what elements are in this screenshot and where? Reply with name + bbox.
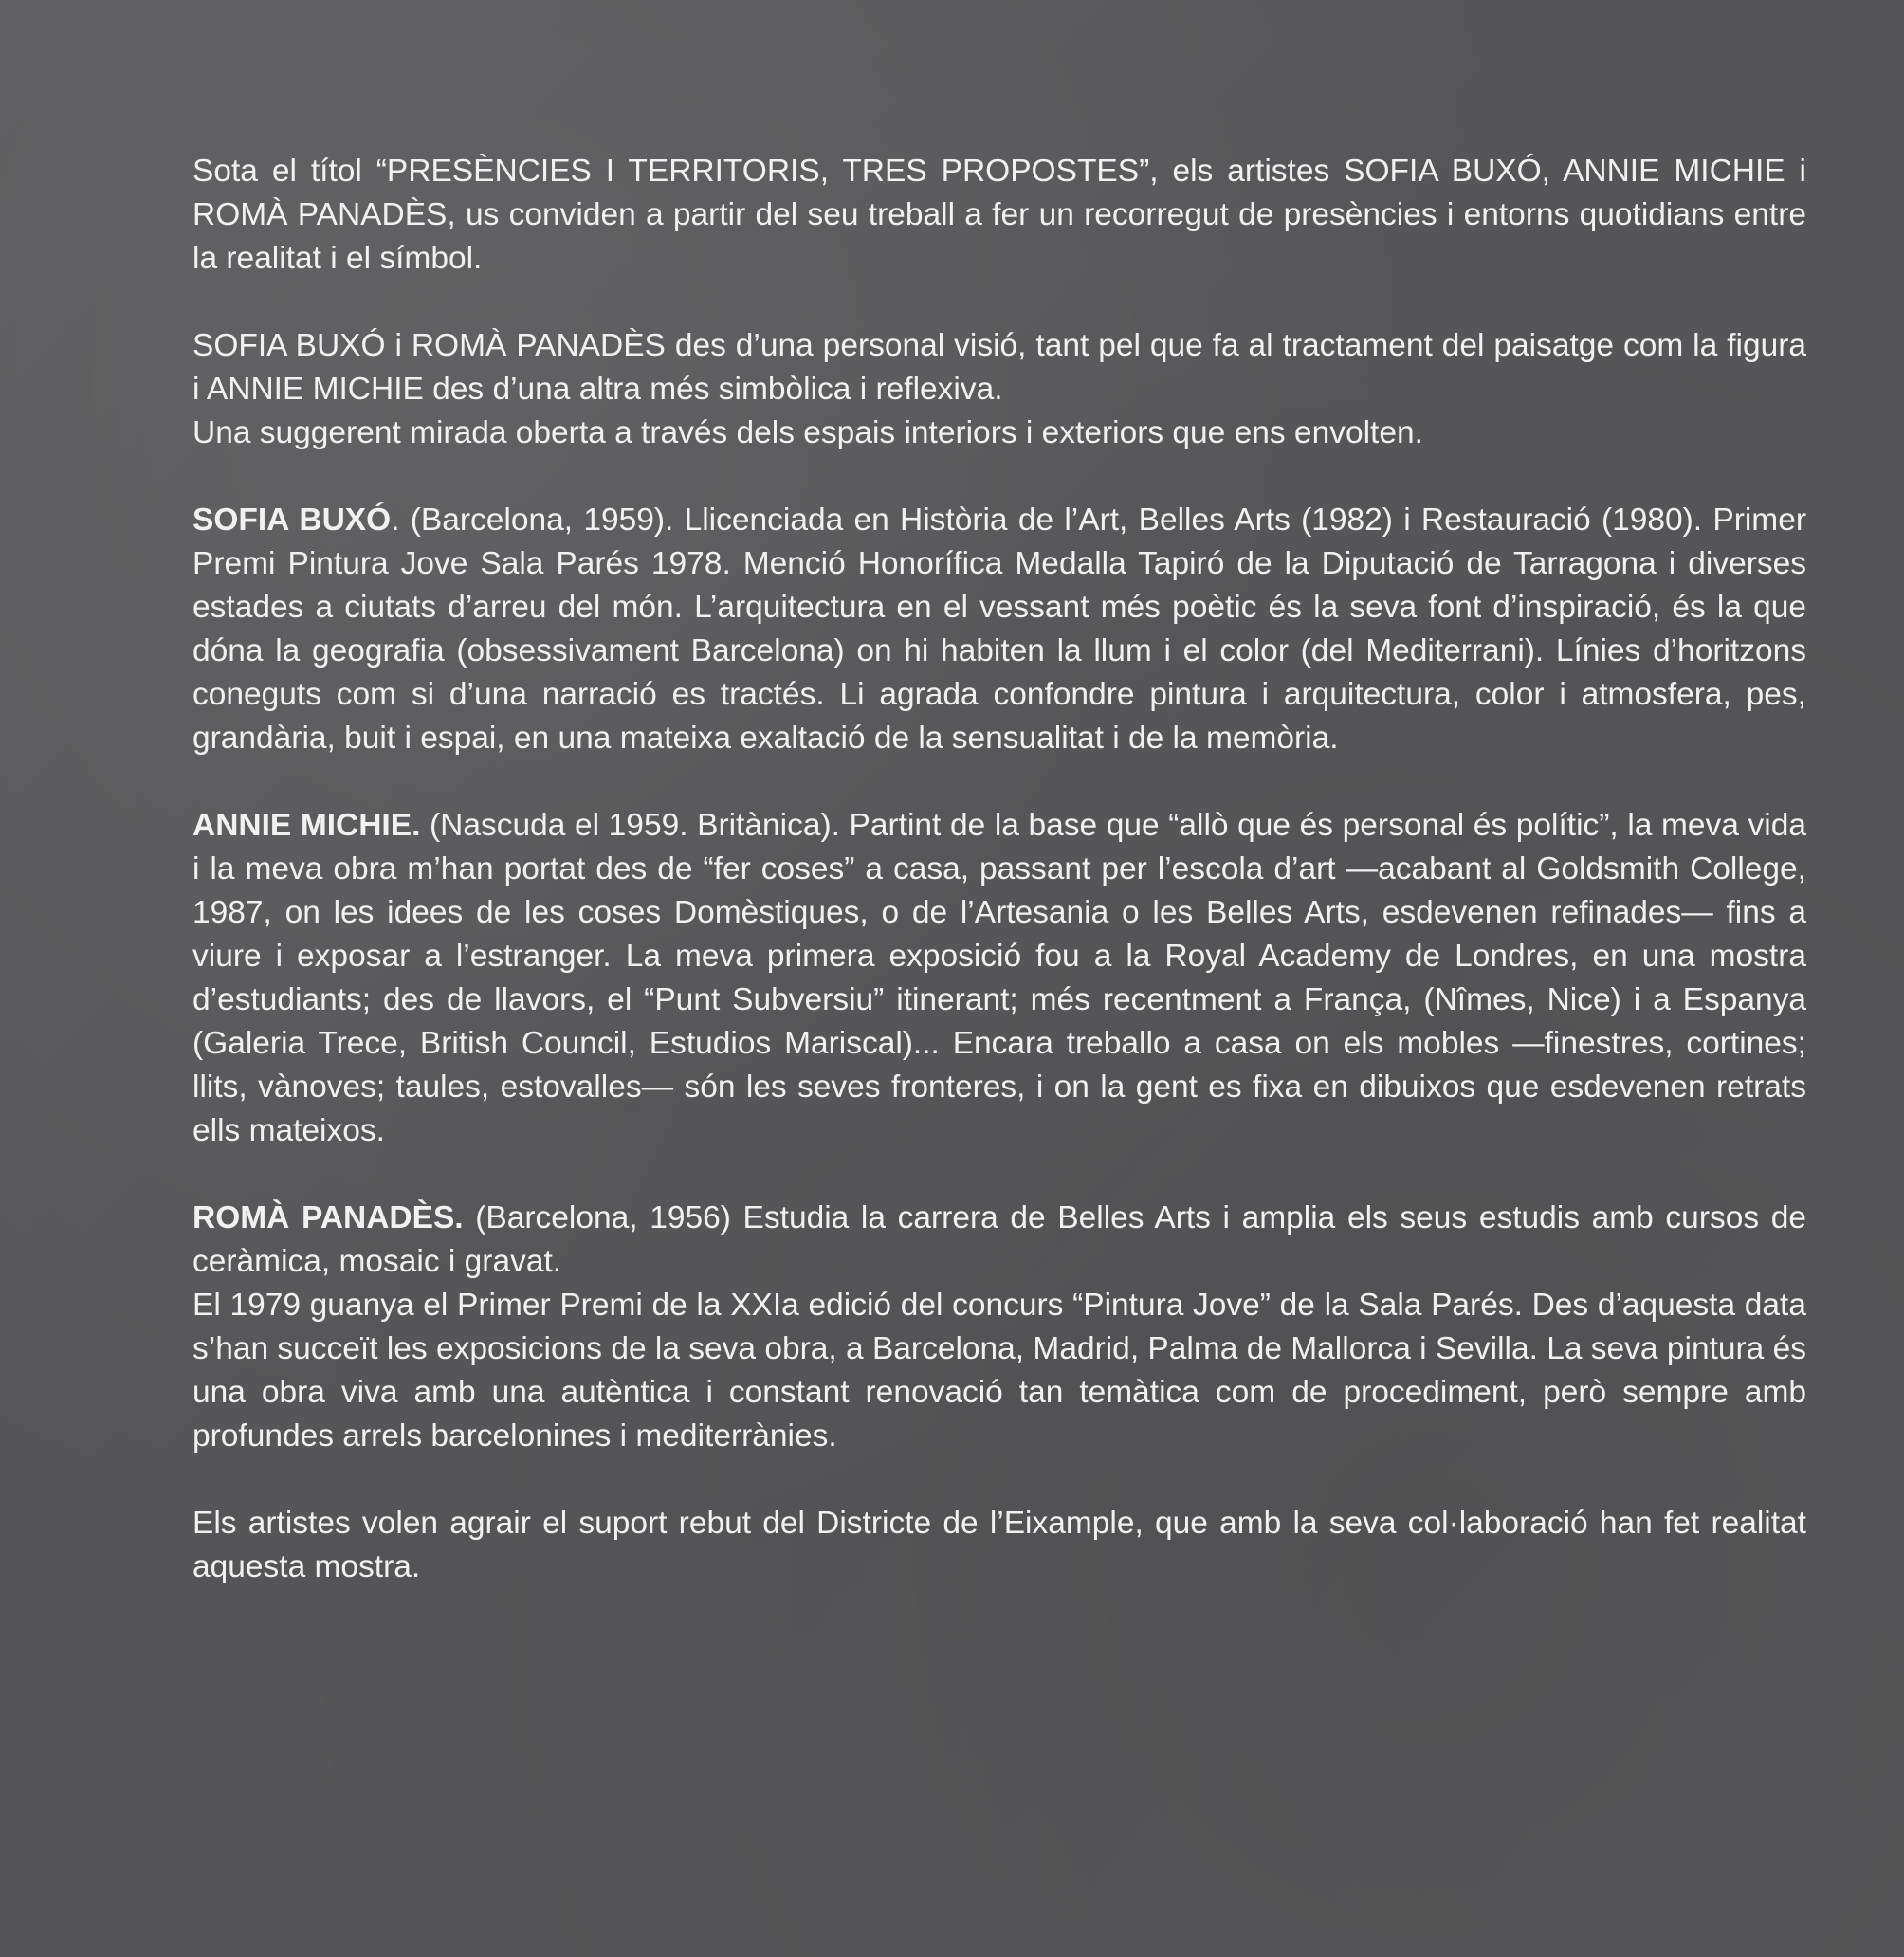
artist-name-annie-michie: ANNIE MICHIE. (192, 808, 421, 843)
acknowledgement-paragraph: Els artistes volen agrair el suport rebut del Districte de l’Eixample, que amb la seva col·laboració han fet realitat aquesta mostra. (192, 1506, 1806, 1584)
artist-bio-sofia-buxo (192, 499, 1806, 760)
artist-bio-roma-panades (192, 1197, 1806, 1284)
artist-bio-extra-roma-panades: El 1979 guanya el Primer Premi de la XXIa edició del concurs “Pintura Jove” de la Sala Parés. Des d’aquesta data s’han succeït les exposicions de la seva obra, a Barcelona, Madrid, Palma de Mallorca i Sevilla. La seva pintura és una obra viva amb una autèntica i constant renovació tan temàtica com de procediment, però sempre amb profundes arrels barcelonines i mediterrànies. (192, 1288, 1806, 1454)
invitation-paragraph: Una suggerent mirada oberta a través dels espais interiors i exteriors que ens envolten. (192, 415, 1423, 450)
artist-bio-text-annie-michie: (Nascuda el 1959. Britànica). Partint de la base que “allò que és personal és polític”, la meva vida i la meva obra m’han portat des de “fer coses” a casa, passant per l’escola d’art —acabant al Goldsmith College, 1987, on les idees de les coses Domèstiques, o de l’Artesania o les Belles Arts, esdevenen refinades— fins a viure i exposar a l’estranger. La meva primera exposició fou a la Royal Academy de Londres, en una mostra d’estudiants; des de llavors, el “Punt Subversiu” itinerant; més recentment a França, (Nîmes, Nice) i a Espanya (Galeria Trece, British Council, Estudios Mariscal)... Encara treballo a casa on els mobles —finestres, cortines; llits, vànoves; taules, estovalles— són les seves fronteres, i on la gent es fixa en dibuixos que esdevenen retrats ells mateixos. (192, 808, 1806, 1148)
artist-bio-text-roma-panades: (Barcelona, 1956) Estudia la carrera de Belles Arts i amplia els seus estudis amb cursos de ceràmica, mosaic i gravat. (192, 1200, 1807, 1279)
text-column (192, 150, 1806, 1589)
artist-name-sofia-buxo: SOFIA BUXÓ (192, 503, 392, 538)
vision-paragraph: SOFIA BUXÓ i ROMÀ PANADÈS des d’una personal visió, tant pel que fa al tractament del paisatge com la figura i ANNIE MICHIE des d’una altra més simbòlica i reflexiva. (192, 328, 1806, 407)
artist-name-roma-panades: ROMÀ PANADÈS. (192, 1200, 464, 1235)
intro-paragraph: Sota el títol “PRESÈNCIES I TERRITORIS, TRES PROPOSTES”, els artistes SOFIA BUXÓ, ANNIE MICHIE i ROMÀ PANADÈS, us conviden a partir del seu treball a fer un recorregut de presències i entorns quotidians entre la realitat i el símbol. (192, 154, 1806, 276)
artist-bio-text-sofia-buxo: . (Barcelona, 1959). Llicenciada en Història de l’Art, Belles Arts (1982) i Restauració (1980). Primer Premi Pintura Jove Sala Parés 1978. Menció Honorífica Medalla Tapiró de la Diputació de Tarragona i diverses estades a ciutats d’arreu del món. L’arquitectura en el vessant més poètic és la seva font d’inspiració, és la que dóna la geografia (obsessivament Barcelona) on hi habiten la llum i el color (del Mediterrani). Línies d’horitzons coneguts com si d’una narració es tractés. Li agrada confondre pintura i arquitectura, color i atmosfera, pes, grandària, buit i espai, en una mateixa exaltació de la sensualitat i de la memòria. (192, 503, 1806, 756)
artist-bio-annie-michie (192, 804, 1806, 1153)
